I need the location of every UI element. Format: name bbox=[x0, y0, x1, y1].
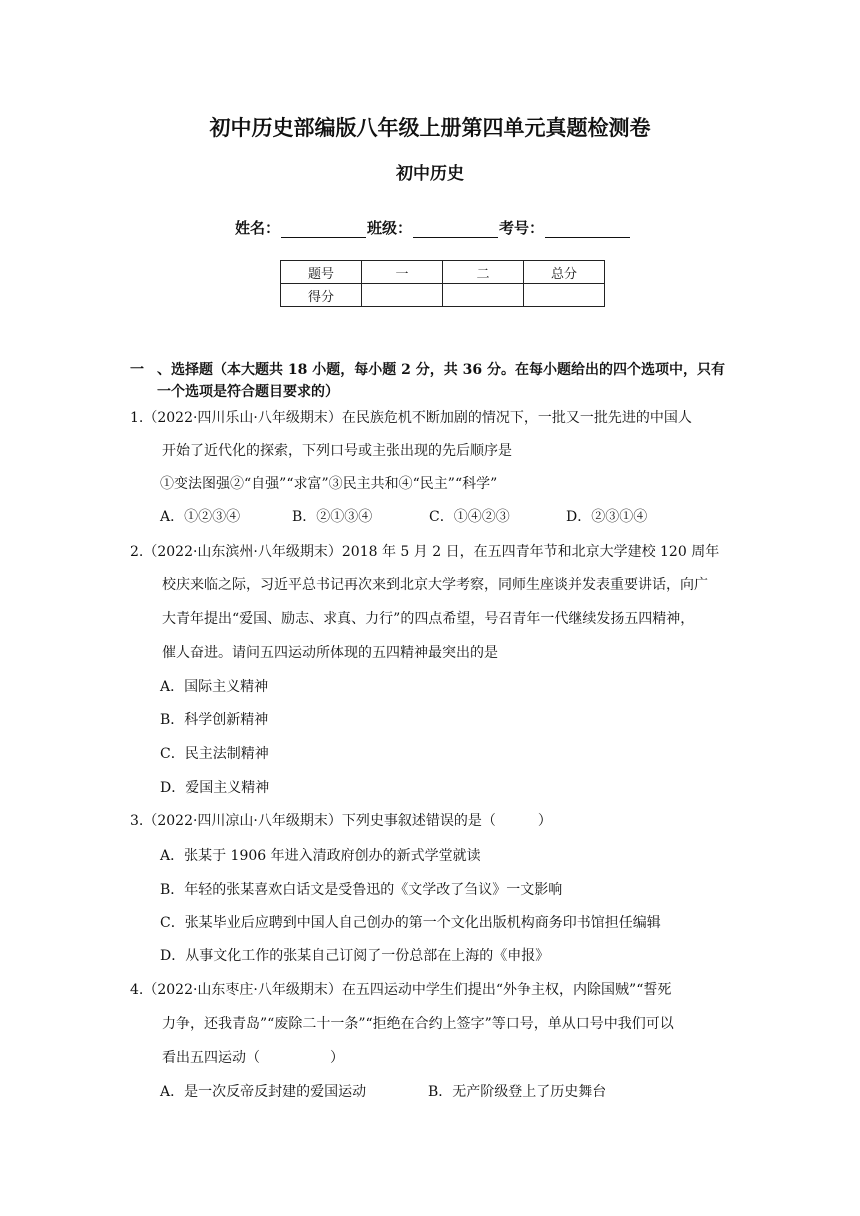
exam-title: 初中历史部编版八年级上册第四单元真题检测卷 bbox=[209, 115, 651, 140]
option-b[interactable]: B．年轻的张某喜欢白话文是受鲁迅的《文学改了刍议》一文影响 bbox=[160, 882, 563, 898]
question-1-items: ①变法图强②“自强”“求富”③民主共和④“民主”“科学” bbox=[160, 476, 498, 492]
score-header-cell: 总分 bbox=[524, 261, 605, 284]
question-1-stem: 1.（2022·四川乐山·八年级期末）在民族危机不断加剧的情况下，一批又一批先进的中国人 bbox=[130, 410, 692, 426]
section-heading bbox=[130, 359, 770, 403]
question-1-options bbox=[160, 507, 647, 527]
question-3-stem: 3.（2022·四川凉山·八年级期末）下列史事叙述错误的是（ ） bbox=[130, 813, 552, 829]
score-table-score-row bbox=[281, 284, 605, 307]
id-blank[interactable] bbox=[545, 221, 630, 238]
id-label: 考号： bbox=[499, 219, 545, 237]
option-d[interactable]: D．爱国主义精神 bbox=[160, 780, 270, 796]
option-a[interactable]: A．国际主义精神 bbox=[160, 679, 269, 695]
option-a[interactable]: A．是一次反帝反封建的爱国运动 bbox=[160, 1084, 367, 1100]
score-cell[interactable] bbox=[443, 284, 524, 307]
section-number: 一 bbox=[130, 362, 144, 378]
question-2-stem-cont: 催人奋进。请问五四运动所体现的五四精神最突出的是 bbox=[162, 645, 498, 661]
score-header-cell: 题号 bbox=[281, 261, 362, 284]
question-4-options bbox=[160, 1082, 606, 1102]
question-2-stem: 2.（2022·山东滨州·八年级期末）2018 年 5 月 2 日，在五四青年节和北京大学建校 120 周年 bbox=[130, 544, 720, 560]
score-cell[interactable] bbox=[524, 284, 605, 307]
option-b[interactable]: B．科学创新精神 bbox=[160, 712, 269, 728]
score-cell[interactable] bbox=[362, 284, 443, 307]
question-4-stem-cont: 力争，还我青岛”“废除二十一条”“拒绝在合约上签字”等口号，单从口号中我们可以 bbox=[162, 1016, 674, 1032]
section-instructions-line: 、选择题（本大题共 18 小题，每小题 2 分，共 36 分。在每小题给出的四个选项中，只有 bbox=[157, 362, 725, 378]
option-d[interactable]: D．②③①④ bbox=[566, 509, 648, 525]
option-a[interactable]: A．张某于 1906 年进入清政府创办的新式学堂就读 bbox=[160, 848, 481, 864]
score-table-header-row bbox=[281, 261, 605, 284]
question-4-stem-cont: 看出五四运动（ ） bbox=[162, 1050, 344, 1066]
score-header-cell: 一 bbox=[362, 261, 443, 284]
question-2-stem-cont: 大青年提出“爱国、励志、求真、力行”的四点希望，号召青年一代继续发扬五四精神， bbox=[162, 611, 695, 627]
class-label: 班级： bbox=[367, 219, 413, 237]
student-info-row bbox=[235, 217, 631, 238]
option-c[interactable]: C．①④②③ bbox=[429, 509, 510, 525]
question-2-stem-cont: 校庆来临之际，习近平总书记再次来到北京大学考察，同师生座谈并发表重要讲话，向广 bbox=[162, 577, 708, 593]
option-b[interactable]: B．无产阶级登上了历史舞台 bbox=[428, 1084, 607, 1100]
option-c[interactable]: C．民主法制精神 bbox=[160, 746, 269, 762]
score-row-label: 得分 bbox=[281, 284, 362, 307]
exam-subtitle: 初中历史 bbox=[396, 164, 464, 184]
question-4-stem: 4.（2022·山东枣庄·八年级期末）在五四运动中学生们提出“外争主权，内除国贼”“誓死 bbox=[130, 982, 672, 998]
question-1-stem-cont: 开始了近代化的探索，下列口号或主张出现的先后顺序是 bbox=[162, 443, 512, 459]
option-c[interactable]: C．张某毕业后应聘到中国人自己创办的第一个文化出版机构商务印书馆担任编辑 bbox=[160, 915, 661, 931]
score-table bbox=[280, 260, 605, 307]
option-a[interactable]: A．①②③④ bbox=[160, 509, 241, 525]
section-instructions-line: 一个选项是符合题目要求的） bbox=[157, 384, 339, 400]
score-header-cell: 二 bbox=[443, 261, 524, 284]
name-label: 姓名： bbox=[235, 219, 281, 237]
option-d[interactable]: D．从事文化工作的张某自己订阅了一份总部在上海的《申报》 bbox=[160, 948, 550, 964]
name-blank[interactable] bbox=[281, 221, 366, 238]
option-b[interactable]: B．②①③④ bbox=[292, 509, 373, 525]
class-blank[interactable] bbox=[413, 221, 498, 238]
